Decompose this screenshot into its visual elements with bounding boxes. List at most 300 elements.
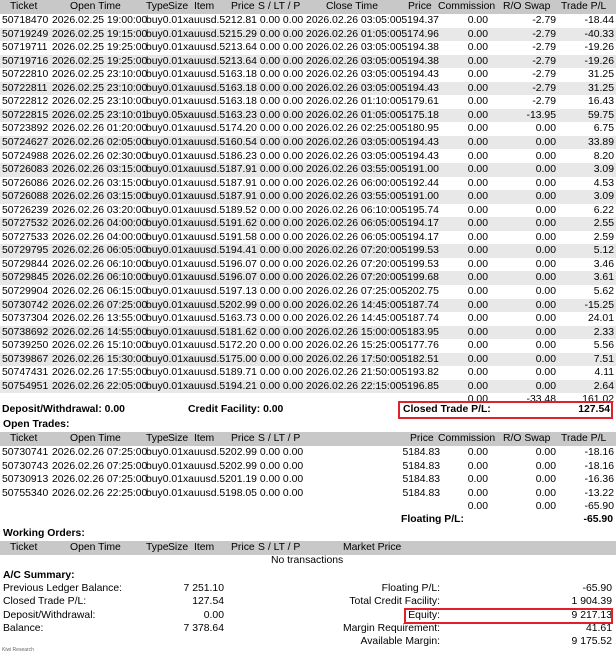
table-cell: 0.00: [535, 353, 556, 365]
ac-right-label: Equity:: [408, 609, 440, 621]
col-price: Price: [231, 1, 255, 12]
table-cell: 0.00: [535, 123, 556, 135]
col-close-time: Close Time: [326, 1, 378, 12]
table-cell: buy0.01xauusd.5189.71 0.00 0.00 2026.02.26 21:50:005193.82: [146, 367, 439, 379]
table-row: [0, 95, 616, 109]
table-cell: 2026.02.26 06:10:00: [52, 258, 148, 270]
total-pl: 161.02: [582, 394, 614, 406]
table-cell: 0.00: [535, 136, 556, 148]
col-item: Item: [194, 433, 215, 444]
closed-trade-pl-value: 127.54: [578, 404, 610, 415]
table-cell: 0.00: [467, 191, 488, 203]
table-cell: 0.00: [535, 380, 556, 392]
table-cell: 16.43: [587, 96, 614, 108]
table-cell: 50718470: [2, 15, 49, 26]
table-cell: 0.00: [535, 326, 556, 338]
table-cell: 2026.02.25 23:10:00: [52, 82, 148, 94]
ac-left-label: Previous Ledger Balance:: [3, 583, 122, 594]
table-row: [0, 366, 616, 380]
table-row: [0, 473, 616, 487]
table-cell: 33.89: [587, 136, 614, 148]
col-close-price: Price: [408, 1, 432, 12]
table-cell: 50719249: [2, 28, 49, 40]
table-cell: 0.00: [467, 313, 488, 325]
table-cell: buy0.01xauusd.5215.29 0.00 0.00 2026.02.26 01:05:005174.96: [146, 28, 439, 40]
table-cell: 3.09: [593, 164, 614, 176]
table-cell: 50729904: [2, 286, 49, 297]
table-cell: 50726088: [2, 191, 49, 203]
ac-left-label: Closed Trade P/L:: [3, 596, 87, 608]
table-cell: 50726239: [2, 204, 49, 216]
table-cell: 0.00: [535, 231, 556, 243]
ac-left-label: Deposit/Withdrawal:: [3, 609, 96, 621]
col-sltp: S / LT / P: [258, 433, 301, 444]
table-cell: 50726083: [2, 164, 49, 176]
col-swap: R/O Swap: [503, 433, 551, 444]
closed-trade-pl-label: Closed Trade P/L:: [403, 404, 491, 415]
closed-trades-header: [0, 0, 616, 14]
table-cell: 2.33: [593, 326, 614, 338]
table-cell: 4.53: [593, 177, 614, 189]
table-cell: buy0.01xauusd.5213.64 0.00 0.00 2026.02.26 03:05:005194.38: [146, 55, 439, 67]
table-cell: buy0.01xauusd.5191.58 0.00 0.00 2026.02.26 06:05:005194.17: [146, 231, 439, 243]
table-cell: buy0.01xauusd.5187.91 0.00 0.00 2026.02.26 03:55:005191.00: [146, 164, 439, 176]
table-cell: -2.79: [532, 15, 556, 26]
working-orders-header: [0, 541, 616, 555]
table-cell: 0.00: [467, 487, 488, 499]
table-cell: 50722810: [2, 69, 49, 81]
table-cell: buy0.01xauusd.5163.18 0.00 0.00 2026.02.26 01:10:005179.61: [146, 96, 439, 108]
table-row: [0, 446, 616, 460]
table-cell: 8.20: [593, 150, 614, 162]
table-cell: buy0.01xauusd.5212.81 0.00 0.00 2026.02.26 03:05:005194.37: [146, 15, 439, 26]
table-cell: 2026.02.26 07:25:00: [52, 299, 148, 311]
table-cell: -19.26: [584, 42, 614, 54]
ac-right-label: Total Credit Facility:: [349, 596, 440, 608]
ac-left-label: Balance:: [3, 622, 44, 634]
table-cell: 50730742: [2, 299, 49, 311]
open-total-swap: 0.00: [535, 501, 556, 513]
credit-facility-label: Credit Facility: 0.00: [188, 404, 284, 415]
table-cell: 0.00: [467, 218, 488, 230]
ac-left-value: 7 251.10: [183, 583, 224, 594]
open-total-pl: -65.90: [584, 501, 614, 513]
table-cell: 0.00: [535, 245, 556, 257]
table-row: [0, 244, 616, 258]
table-row: [0, 163, 616, 177]
table-cell: 0.00: [467, 69, 488, 81]
table-row: [0, 460, 616, 474]
col-type: Type: [146, 1, 169, 12]
table-cell: 50727533: [2, 231, 49, 243]
table-cell: 0.00: [535, 487, 556, 499]
table-cell: buy0.01xauusd.5181.62 0.00 0.00 2026.02.26 15:00:005183.95: [146, 326, 439, 338]
table-cell: 50730743: [2, 460, 49, 472]
table-cell: 2.59: [593, 231, 614, 243]
table-cell: 0.00: [467, 109, 488, 121]
table-cell: -18.16: [584, 447, 614, 458]
table-cell: buy0.01xauusd.5198.05 0.00 0.00: [146, 487, 304, 499]
table-cell: 31.25: [587, 82, 614, 94]
table-cell: 3.61: [593, 272, 614, 284]
table-row: [0, 82, 616, 96]
table-cell: 0.00: [467, 123, 488, 135]
table-cell: 2026.02.26 02:30:00: [52, 150, 148, 162]
table-cell: 2026.02.26 07:25:00: [52, 460, 148, 472]
table-cell: 50730741: [2, 447, 49, 458]
col-price: Price: [231, 542, 255, 553]
table-cell: 2026.02.26 06:10:00: [52, 272, 148, 284]
table-cell: 50722812: [2, 96, 49, 108]
ac-right-label: Floating P/L:: [381, 583, 440, 594]
table-cell: 0.00: [467, 231, 488, 243]
table-cell: 50754951: [2, 380, 49, 392]
table-cell: 6.75: [593, 123, 614, 135]
col-ticket: Ticket: [10, 542, 38, 553]
table-cell: buy0.01xauusd.5187.91 0.00 0.00 2026.02.26 06:00:005192.44: [146, 177, 439, 189]
table-cell: 50739250: [2, 340, 49, 352]
table-cell: 5.56: [593, 340, 614, 352]
table-cell: 2026.02.26 22:05:00: [52, 380, 148, 392]
table-cell: 0.00: [535, 460, 556, 472]
table-cell: 0.00: [467, 96, 488, 108]
table-cell: 0.00: [535, 218, 556, 230]
table-cell: buy0.01xauusd.5186.23 0.00 0.00 2026.02.26 03:05:005194.43: [146, 150, 439, 162]
ac-right-value: -65.90: [582, 583, 612, 594]
table-cell: 0.00: [467, 460, 488, 472]
table-cell: 5184.83: [402, 474, 440, 486]
table-row: [0, 122, 616, 136]
col-market-price: Market Price: [343, 542, 402, 553]
col-ticket: Ticket: [10, 433, 38, 444]
ac-left-value: 7 378.64: [183, 622, 224, 634]
table-cell: -2.79: [532, 96, 556, 108]
open-trades-header: [0, 432, 616, 446]
table-cell: 0.00: [467, 447, 488, 458]
table-row: [0, 177, 616, 191]
ac-right-label: Available Margin:: [360, 636, 440, 648]
table-row: [0, 41, 616, 55]
open-totals-row: [0, 500, 616, 514]
table-cell: 31.25: [587, 69, 614, 81]
table-cell: 0.00: [467, 15, 488, 26]
table-cell: 59.75: [587, 109, 614, 121]
ac-right-value: 9 175.52: [571, 636, 612, 648]
table-cell: 0.00: [467, 474, 488, 486]
table-cell: -15.25: [584, 299, 614, 311]
ac-summary-title: A/C Summary:: [3, 570, 75, 581]
table-cell: buy0.01xauusd.5163.18 0.00 0.00 2026.02.26 03:05:005194.43: [146, 82, 439, 94]
table-cell: 2026.02.26 03:15:00: [52, 191, 148, 203]
table-cell: 2026.02.26 03:15:00: [52, 164, 148, 176]
table-cell: buy0.01xauusd.5213.64 0.00 0.00 2026.02.26 03:05:005194.38: [146, 42, 439, 54]
table-cell: 0.00: [467, 245, 488, 257]
ac-right-label: Margin Requirement:: [342, 622, 440, 634]
table-row: [0, 339, 616, 353]
table-cell: 50719716: [2, 55, 49, 67]
table-cell: 0.00: [467, 340, 488, 352]
table-cell: 2026.02.26 07:25:00: [52, 447, 148, 458]
col-ticket: Ticket: [10, 1, 38, 12]
table-cell: 50737304: [2, 313, 49, 325]
table-cell: 0.00: [467, 353, 488, 365]
table-cell: 0.00: [535, 164, 556, 176]
table-cell: 4.11: [594, 367, 614, 379]
table-cell: 2026.02.26 01:20:00: [52, 123, 148, 135]
ac-left-value: 127.54: [192, 596, 224, 608]
table-cell: 50724627: [2, 136, 49, 148]
table-row: [0, 14, 616, 28]
ac-right-value: 1 904.39: [571, 596, 612, 608]
table-cell: 0.00: [467, 299, 488, 311]
table-cell: buy0.01xauusd.5197.13 0.00 0.00 2026.02.26 07:25:005202.75: [146, 286, 439, 297]
table-cell: -18.16: [584, 460, 614, 472]
table-cell: 2026.02.25 23:10:00: [52, 69, 148, 81]
table-cell: 0.00: [535, 258, 556, 270]
total-commission: 0.00: [467, 394, 488, 406]
col-open-time: Open Time: [70, 542, 121, 553]
table-cell: -2.79: [532, 28, 556, 40]
table-cell: 50755340: [2, 487, 49, 499]
table-cell: 5184.83: [402, 460, 440, 472]
working-orders-title: Working Orders:: [3, 528, 85, 539]
table-row: [0, 150, 616, 164]
table-row: [0, 299, 616, 313]
table-cell: -2.79: [532, 42, 556, 54]
col-type: Type: [146, 433, 169, 444]
table-cell: 3.09: [593, 191, 614, 203]
table-cell: buy0.01xauusd.5175.00 0.00 0.00 2026.02.26 17:50:005182.51: [146, 353, 439, 365]
table-cell: 2026.02.26 15:10:00: [52, 340, 148, 352]
table-cell: buy0.01xauusd.5172.20 0.00 0.00 2026.02.26 15:25:005177.76: [146, 340, 439, 352]
table-cell: 0.00: [467, 204, 488, 216]
table-cell: 2026.02.26 06:15:00: [52, 286, 148, 297]
table-cell: -16.36: [584, 474, 614, 486]
table-cell: -19.26: [584, 55, 614, 67]
table-cell: 0.00: [467, 367, 488, 379]
total-swap: -33.48: [526, 394, 556, 406]
table-cell: 0.00: [467, 164, 488, 176]
table-cell: 2026.02.25 19:25:00: [52, 55, 148, 67]
table-cell: 2026.02.26 03:15:00: [52, 177, 148, 189]
table-cell: 2026.02.26 04:00:00: [52, 218, 148, 230]
table-cell: buy0.01xauusd.5163.18 0.00 0.00 2026.02.26 03:05:005194.43: [146, 69, 439, 81]
table-cell: buy0.01xauusd.5160.54 0.00 0.00 2026.02.26 03:05:005194.43: [146, 136, 439, 148]
table-cell: 0.00: [467, 326, 488, 338]
table-cell: 0.00: [467, 177, 488, 189]
col-swap: R/O Swap: [503, 1, 551, 12]
table-cell: 50729845: [2, 272, 49, 284]
col-sltp: S / LT / P: [258, 542, 301, 553]
table-cell: 0.00: [467, 380, 488, 392]
table-cell: 0.00: [467, 136, 488, 148]
table-row: [0, 271, 616, 285]
ac-left-value: 0.00: [203, 609, 224, 621]
table-cell: 2026.02.26 14:55:00: [52, 326, 148, 338]
col-type: Type: [146, 542, 169, 553]
table-row: [0, 190, 616, 204]
table-cell: 50722811: [2, 82, 48, 94]
table-cell: 0.00: [535, 150, 556, 162]
footer-text: Kiwi Research: [2, 647, 34, 653]
col-market-price: Price: [410, 433, 434, 444]
table-cell: 50729844: [2, 258, 49, 270]
table-row: [0, 68, 616, 82]
table-cell: buy0.01xauusd.5194.41 0.00 0.00 2026.02.26 07:20:005199.53: [146, 245, 439, 257]
table-cell: -2.79: [532, 82, 556, 94]
table-cell: 0.00: [535, 474, 556, 486]
table-cell: buy0.01xauusd.5196.07 0.00 0.00 2026.02.26 07:20:005199.53: [146, 258, 439, 270]
table-row: [0, 326, 616, 340]
table-cell: 0.00: [467, 42, 488, 54]
table-row: [0, 487, 616, 501]
table-row: [0, 28, 616, 42]
table-cell: 0.00: [535, 286, 556, 297]
col-sltp: S / LT / P: [258, 1, 301, 12]
table-cell: 0.00: [467, 28, 488, 40]
table-cell: buy0.01xauusd.5196.07 0.00 0.00 2026.02.26 07:20:005199.68: [146, 272, 439, 284]
table-cell: 50722815: [2, 109, 49, 121]
ac-right-value: 9 217.13: [571, 609, 612, 621]
table-cell: 0.00: [535, 191, 556, 203]
table-cell: buy0.05xauusd.5163.23 0.00 0.00 2026.02.26 01:05:005175.18: [146, 109, 439, 121]
table-cell: 5.62: [593, 286, 614, 297]
table-cell: 7.51: [593, 353, 614, 365]
col-size: Size: [168, 542, 189, 553]
col-size: Size: [168, 433, 189, 444]
table-cell: -13.95: [526, 109, 556, 121]
table-cell: 0.00: [535, 204, 556, 216]
table-cell: 0.00: [467, 272, 488, 284]
table-cell: 2026.02.25 23:10:00: [52, 96, 148, 108]
table-row: [0, 380, 616, 394]
table-cell: 50739867: [2, 353, 49, 365]
table-cell: buy0.01xauusd.5202.99 0.00 0.00: [146, 460, 304, 472]
credit-facility-value: 0.00: [263, 404, 284, 415]
table-cell: buy0.01xauusd.5187.91 0.00 0.00 2026.02.26 03:55:005191.00: [146, 191, 439, 203]
table-cell: -2.79: [532, 69, 556, 81]
table-cell: 2026.02.26 22:25:00: [52, 487, 148, 499]
table-cell: 50723892: [2, 123, 49, 135]
col-size: Size: [168, 1, 189, 12]
table-cell: 50724988: [2, 150, 49, 162]
table-cell: 2.55: [593, 218, 614, 230]
table-cell: 2026.02.26 07:25:00: [52, 474, 148, 486]
table-cell: -18.44: [584, 15, 614, 26]
ac-right-value: 41.61: [585, 622, 612, 634]
table-cell: 2026.02.25 19:00:00: [52, 15, 148, 26]
col-price: Price: [231, 433, 255, 444]
table-row: [0, 353, 616, 367]
table-row: [0, 258, 616, 272]
table-cell: 2026.02.26 13:55:00: [52, 313, 148, 325]
table-cell: buy0.01xauusd.5201.19 0.00 0.00: [146, 474, 304, 486]
col-open-time: Open Time: [70, 1, 121, 12]
equity-highlight: [404, 608, 613, 624]
table-cell: -2.79: [532, 55, 556, 67]
open-trades-title: Open Trades:: [3, 419, 70, 430]
floating-pl-label: Floating P/L:: [401, 514, 464, 525]
table-cell: 0.00: [467, 258, 488, 270]
table-cell: buy0.01xauusd.5202.99 0.00 0.00 2026.02.26 14:45:005187.74: [146, 299, 439, 311]
table-cell: 0.00: [467, 55, 488, 67]
table-cell: 0.00: [467, 150, 488, 162]
col-trade-pl: Trade P/L: [561, 433, 607, 444]
table-cell: 2026.02.26 15:30:00: [52, 353, 148, 365]
col-open-time: Open Time: [70, 433, 121, 444]
table-cell: 5184.83: [402, 487, 440, 499]
table-cell: 3.46: [593, 258, 614, 270]
table-cell: -40.33: [584, 28, 614, 40]
col-commission: Commission: [438, 433, 496, 444]
table-row: [0, 204, 616, 218]
deposit-withdrawal-label: Deposit/Withdrawal: 0.00: [2, 404, 125, 415]
table-cell: 0.00: [535, 367, 556, 379]
table-cell: 50738692: [2, 326, 49, 338]
table-cell: 50730913: [2, 474, 49, 486]
table-cell: buy0.01xauusd.5163.73 0.00 0.00 2026.02.26 14:45:005187.74: [146, 313, 439, 325]
table-row: [0, 217, 616, 231]
table-cell: 2026.02.26 03:20:00: [52, 204, 148, 216]
table-cell: buy0.01xauusd.5189.52 0.00 0.00 2026.02.26 06:10:005195.74: [146, 204, 439, 216]
table-row: [0, 136, 616, 150]
table-cell: 2.64: [593, 380, 614, 392]
table-row: [0, 285, 616, 299]
table-cell: 0.00: [535, 299, 556, 311]
table-cell: 50719711: [2, 42, 48, 54]
table-cell: buy0.01xauusd.5191.62 0.00 0.00 2026.02.26 06:05:005194.17: [146, 218, 439, 230]
table-cell: 0.00: [535, 447, 556, 458]
table-cell: 5184.83: [402, 447, 440, 458]
table-cell: -13.22: [584, 487, 614, 499]
table-cell: 24.01: [587, 313, 614, 325]
table-cell: 2026.02.25 23:10:01: [52, 109, 148, 121]
table-cell: 50726086: [2, 177, 49, 189]
col-commission: Commission: [438, 1, 496, 12]
no-transactions-text: No transactions: [271, 555, 344, 566]
floating-pl-value: -65.90: [583, 514, 613, 525]
col-item: Item: [194, 1, 215, 12]
table-cell: 2026.02.25 19:15:00: [52, 28, 148, 40]
table-cell: 50729795: [2, 245, 49, 257]
table-cell: 50727532: [2, 218, 49, 230]
table-cell: 2026.02.26 17:55:00: [52, 367, 148, 379]
table-cell: 2026.02.25 19:25:00: [52, 42, 148, 54]
table-row: [0, 312, 616, 326]
col-item: Item: [194, 542, 215, 553]
table-cell: 0.00: [535, 313, 556, 325]
table-cell: 0.00: [535, 177, 556, 189]
table-cell: 0.00: [467, 286, 488, 297]
table-cell: 2026.02.26 04:00:00: [52, 231, 148, 243]
table-row: [0, 231, 616, 245]
table-cell: buy0.01xauusd.5194.21 0.00 0.00 2026.02.26 22:15:005196.85: [146, 380, 439, 392]
table-cell: 6.22: [593, 204, 614, 216]
table-cell: 0.00: [535, 340, 556, 352]
table-cell: 2026.02.26 06:05:00: [52, 245, 148, 257]
table-cell: 0.00: [535, 272, 556, 284]
table-cell: 0.00: [467, 82, 488, 94]
table-row: [0, 55, 616, 69]
table-cell: buy0.01xauusd.5202.99 0.00 0.00: [146, 447, 304, 458]
table-cell: 5.12: [593, 245, 614, 257]
table-cell: 50747431: [2, 367, 49, 379]
table-cell: 2026.02.26 02:05:00: [52, 136, 148, 148]
col-trade-pl: Trade P/L: [561, 1, 607, 12]
table-cell: buy0.01xauusd.5174.20 0.00 0.00 2026.02.26 02:25:005180.95: [146, 123, 439, 135]
deposit-withdrawal-value: 0.00: [104, 404, 125, 415]
open-total-commission: 0.00: [467, 501, 488, 513]
